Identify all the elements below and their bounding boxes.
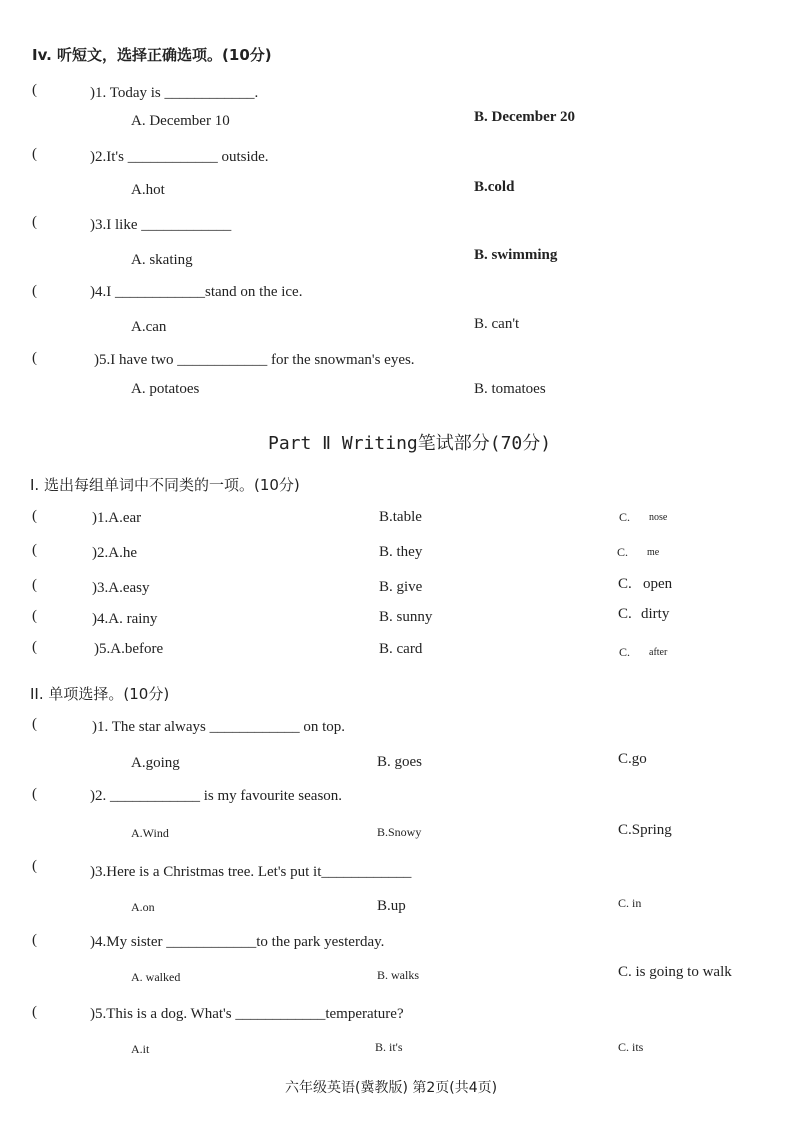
option-a: A. skating	[131, 252, 193, 268]
option-a: )2.A.he	[92, 545, 137, 561]
answer-paren: (	[32, 639, 37, 655]
option-b: B. swimming	[474, 247, 558, 263]
answer-paren: (	[32, 858, 37, 874]
option-c: nose	[649, 512, 668, 523]
option-a: A. December 10	[131, 113, 230, 129]
option-a: )1.A.ear	[92, 510, 142, 526]
section-i-heading: I. 选出每组单词中不同类的一项。(10分)	[30, 476, 300, 494]
question-text: )1. Today is ____________.	[90, 85, 259, 101]
answer-paren: (	[32, 716, 37, 732]
option-a: A.hot	[131, 182, 165, 198]
answer-paren: (	[32, 214, 37, 230]
option-b: B. December 20	[474, 109, 575, 125]
question-text: )5.I have two ____________ for the snowman's eyes.	[94, 352, 415, 368]
option-c: after	[649, 647, 668, 658]
question-text: )2. ____________ is my favourite season.	[90, 788, 343, 804]
option-c: C.go	[618, 751, 647, 767]
question-text: )4.I ____________stand on the ice.	[90, 284, 303, 300]
option-b: B.Snowy	[377, 825, 422, 839]
answer-paren: (	[32, 1004, 37, 1020]
answer-paren: (	[32, 786, 37, 802]
option-a: A.it	[131, 1042, 150, 1056]
option-a: A.on	[131, 900, 155, 914]
option-c: C.Spring	[618, 822, 672, 838]
option-a: )3.A.easy	[92, 580, 150, 596]
section-iv-heading: Iv. 听短文，选择正确选项。(10分)	[32, 46, 272, 64]
question-text: )2.It's ____________ outside.	[90, 149, 269, 165]
option-b: B. give	[379, 579, 423, 595]
option-b: B. goes	[377, 754, 422, 770]
answer-paren: (	[32, 608, 37, 624]
option-c-label: C.	[619, 645, 631, 659]
part-title: Part Ⅱ Writing笔试部分(70分)	[268, 433, 552, 454]
answer-paren: (	[32, 146, 37, 162]
option-c-label: C.	[618, 606, 632, 622]
answer-paren: (	[32, 932, 37, 948]
answer-paren: (	[32, 350, 37, 366]
option-c: C. its	[618, 1040, 644, 1054]
option-a: A.can	[131, 319, 167, 335]
option-a: )4.A. rainy	[92, 611, 158, 627]
option-c: C. in	[618, 896, 642, 910]
option-b: B. sunny	[379, 609, 433, 625]
option-c: open	[643, 576, 673, 592]
option-c: C. is going to walk	[618, 964, 732, 980]
option-b: B.cold	[474, 179, 515, 195]
option-b: B.up	[377, 898, 406, 914]
section-ii-heading: II. 单项选择。(10分)	[30, 685, 170, 703]
option-a: A.going	[131, 755, 180, 771]
option-c-label: C.	[618, 576, 632, 592]
option-b: B. card	[379, 641, 423, 657]
option-b: B. they	[379, 544, 423, 560]
option-b: B. it's	[375, 1040, 403, 1054]
question-text: )1. The star always ____________ on top.	[92, 719, 346, 735]
option-c: dirty	[641, 606, 670, 622]
option-b: B. walks	[377, 968, 419, 982]
option-b: B.table	[379, 509, 422, 525]
page-footer: 六年级英语(冀教版) 第2页(共4页)	[285, 1080, 498, 1096]
answer-paren: (	[32, 283, 37, 299]
option-b: B. tomatoes	[474, 381, 546, 397]
option-c-label: C.	[619, 510, 631, 524]
answer-paren: (	[32, 508, 37, 524]
option-c-label: C.	[617, 545, 629, 559]
question-text: )3.I like ____________	[90, 217, 232, 233]
answer-paren: (	[32, 542, 37, 558]
option-a: A. walked	[131, 970, 181, 984]
question-text: )4.My sister ____________to the park yesterday.	[90, 934, 385, 950]
option-a: )5.A.before	[94, 641, 164, 657]
option-a: A. potatoes	[131, 381, 200, 397]
option-a: A.Wind	[131, 826, 169, 840]
option-c: me	[647, 547, 660, 558]
question-text: )3.Here is a Christmas tree. Let's put it____________	[90, 864, 412, 880]
option-b: B. can't	[474, 316, 520, 332]
answer-paren: (	[32, 82, 37, 98]
answer-paren: (	[32, 577, 37, 593]
question-text: )5.This is a dog. What's ____________temperature?	[90, 1006, 404, 1022]
